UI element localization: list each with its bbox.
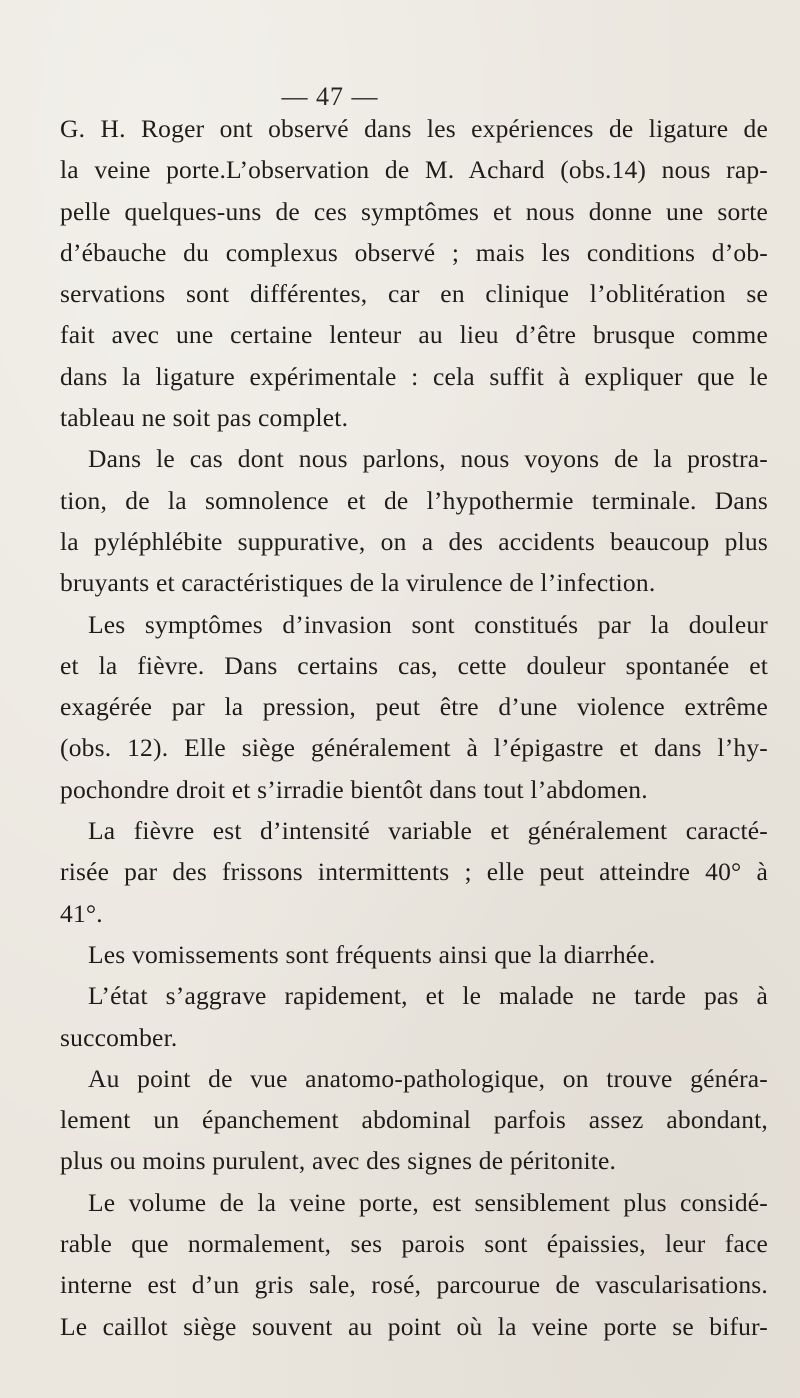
text-line: la veine porte.L’observation de M. Achard (obs.14) nous rap- — [60, 155, 768, 185]
text-line: succomber. — [60, 1022, 178, 1052]
text-line: La fièvre est d’intensité variable et généralement caracté- — [88, 816, 768, 846]
text-line: Le volume de la veine porte, est sensiblement plus considé- — [88, 1187, 768, 1217]
text-line: Au point de vue anatomo-pathologique, on trouve généra- — [88, 1063, 768, 1093]
text-line: Les symptômes d’invasion sont constitués par la douleur — [88, 609, 768, 639]
text-line: la pyléphlébite suppurative, on a des accidents beaucoup plus — [60, 526, 768, 556]
text-line: lement un épanchement abdominal parfois assez abondant, — [60, 1105, 768, 1135]
text-line: tableau ne soit pas complet. — [60, 403, 349, 433]
body-text — [60, 108, 768, 1347]
text-line: L’état s’aggrave rapidement, et le malade ne tarde pas à — [88, 981, 768, 1011]
text-line: 41°. — [60, 898, 103, 928]
text-line: Dans le cas dont nous parlons, nous voyons de la prostra- — [88, 444, 768, 474]
text-line: Les vomissements sont fréquents ainsi que la diarrhée. — [88, 939, 656, 969]
text-line: plus ou moins purulent, avec des signes de péritonite. — [60, 1146, 617, 1176]
text-line: rable que normalement, ses parois sont épaissies, leur face — [60, 1229, 768, 1259]
text-line: et la fièvre. Dans certains cas, cette douleur spontanée et — [60, 650, 768, 680]
text-line: bruyants et caractéristiques de la virulence de l’infection. — [60, 568, 656, 598]
text-line: tion, de la somnolence et de l’hypothermie terminale. Dans — [60, 485, 768, 515]
page-number: — 47 — — [281, 82, 379, 111]
text-line: pelle quelques-uns de ces symptômes et nous donne une sorte — [60, 196, 768, 226]
text-line: G. H. Roger ont observé dans les expériences de ligature de — [60, 114, 768, 143]
text-line: interne est d’un gris sale, rosé, parcourue de vascularisations. — [60, 1270, 768, 1300]
text-line: exagérée par la pression, peut être d’une violence extrême — [60, 692, 768, 722]
text-line: d’ébauche du complexus observé ; mais les conditions d’ob- — [60, 237, 768, 267]
text-line: fait avec une certaine lenteur au lieu d’être brusque comme — [60, 320, 768, 350]
text-line: risée par des frissons intermittents ; elle peut atteindre 40° à — [60, 857, 768, 887]
text-line: servations sont différentes, car en clinique l’oblitération se — [60, 279, 768, 309]
text-line: (obs. 12). Elle siège généralement à l’épigastre et dans l’hy- — [60, 733, 768, 763]
text-line: Le caillot siège souvent au point où la veine porte se bifur- — [60, 1311, 768, 1341]
text-line: dans la ligature expérimentale : cela suffit à expliquer que le — [60, 361, 768, 391]
text-line: pochondre droit et s’irradie bientôt dans tout l’abdomen. — [60, 774, 648, 804]
